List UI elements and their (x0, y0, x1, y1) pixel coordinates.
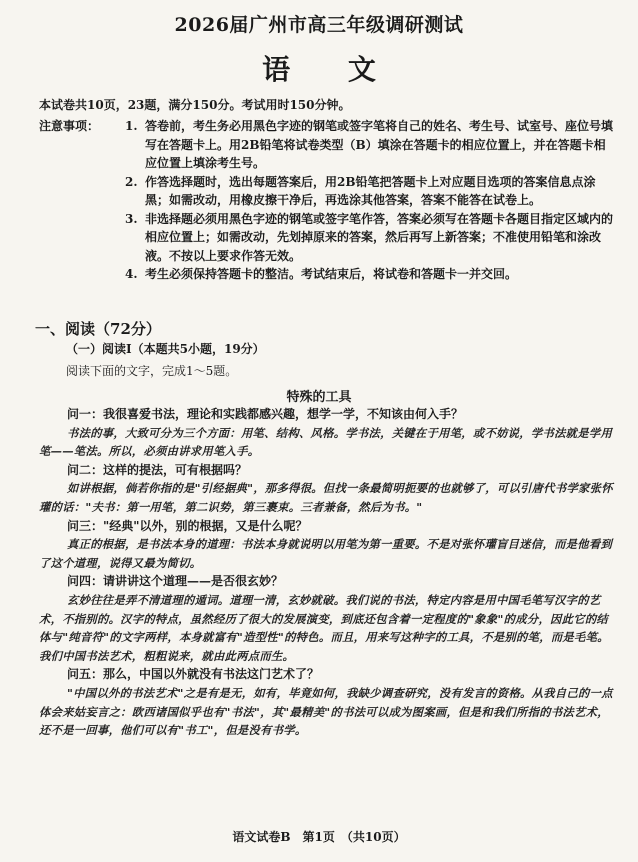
note-number: 1. (125, 119, 138, 133)
section-heading: 一、阅读（72分） (35, 320, 161, 338)
notes-label: 注意事项： (39, 119, 100, 133)
exam-title: 2026届广州市高三年级调研测试 (174, 14, 464, 36)
subsection-heading: （一）阅读Ⅰ（本题共5小题，19分） (66, 342, 265, 356)
question-line: 问二：这样的提法，可有根据吗？ (67, 462, 248, 477)
note-number: 2. (125, 174, 138, 189)
question-line: 问三："经典"以外，别的根据，又是什么呢？ (67, 518, 308, 533)
note-item (39, 117, 614, 173)
answer-paragraph: 玄妙往往是弄不清道理的遁词。道理一清，玄妙就破。我们说的书法，特定内容是用中国毛笔写汉字的艺术，不指别的。汉字的特点，虽然经历了很大的发展演变，到底还包含着一定程度的"象象"的成分，因此它的结体与"纯音符"的文字两样，本身就富有"造型性"的特色。而且，用来写这种字的工具，不是别的笔，而是毛笔。我们中国书法艺术，粗粗说来，就由此两点而生。 (39, 592, 609, 663)
reading-instruction: 阅读下面的文字，完成1～5题。 (66, 364, 238, 378)
note-text: 答卷前，考生务必用黑色字迹的钢笔或签字笔将自己的姓名、考生号、试室号、座位号填写在答题卡上。用2B铅笔将试卷类型（B）填涂在答题卡的相应位置上，并在答题卡相应位置上填涂考生号。 (145, 119, 614, 170)
note-text: 考生必须保持答题卡的整洁。考试结束后，将试卷和答题卡一并交回。 (145, 267, 518, 281)
page-footer: 语文试卷B 第1页 （共10页） (232, 830, 406, 844)
note-number: 4. (125, 267, 138, 281)
answer-paragraph: 如讲根据，倘若你指的是"引经据典"，那多得很。但找一条最简明扼要的也就够了，可以引唐代书学家张怀瓘的话："夫书：第一用笔，第二识势，第三裹束。三者兼备，然后为书。" (39, 481, 613, 514)
question-line: 问五：那么，中国以外就没有书法这门艺术了？ (67, 667, 320, 682)
subject-title: 语 文 (262, 53, 400, 86)
note-item (39, 210, 614, 266)
answer-paragraph: 书法的事，大致可分为三个方面：用笔、结构、风格。学书法，关键在于用笔，或不妨说，学书法就是学用笔——笔法。所以，必须由讲求用笔入手。 (39, 425, 613, 459)
answer-paragraph: 真正的根据，是书法本身的道理：书法本身就说明以用笔为第一重要。不是对张怀瓘盲目迷信，而是他看到了这个道理，说得又最为简切。 (39, 537, 613, 570)
question-line: 问一：我很喜爱书法，理论和实践都感兴趣，想学一学，不知该由何入手？ (67, 407, 464, 421)
question-line: 问四：请讲讲这个道理——是否很玄妙？ (67, 574, 284, 589)
note-number: 3. (125, 211, 138, 226)
article-body (39, 405, 614, 740)
note-item (39, 265, 614, 284)
answer-paragraph: "中国以外的书法艺术"之是有是无，如有，毕竟如何，我缺少调查研究，没有发言的资格。从我自己的一点体会来姑妄言之：欧西诸国似乎也有"书法"，其"最精美"的书法可以成为图案画，但是和我们所指的书法艺术，还不是一回事，他们可以有"书工"，但是没有书学。 (39, 685, 613, 738)
note-text: 作答选择题时，选出每题答案后，用2B铅笔把答题卡上对应题目选项的答案信息点涂黑；如需改动，用橡皮擦干净后，再选涂其他答案，答案不能答在试卷上。 (145, 174, 596, 207)
article-title: 特殊的工具 (286, 390, 352, 405)
notes-block (39, 117, 614, 284)
exam-info: 本试卷共10页，23题，满分150分。考试用时150分钟。 (39, 98, 351, 112)
note-item (39, 173, 614, 210)
note-text: 非选择题必须用黑色字迹的钢笔或签字笔作答，答案必须写在答题卡各题目指定区域内的相应位置上；如需改动，先划掉原来的答案，然后再写上新答案；不准使用铅笔和涂改液。不按以上要求作答无效。 (145, 211, 614, 263)
